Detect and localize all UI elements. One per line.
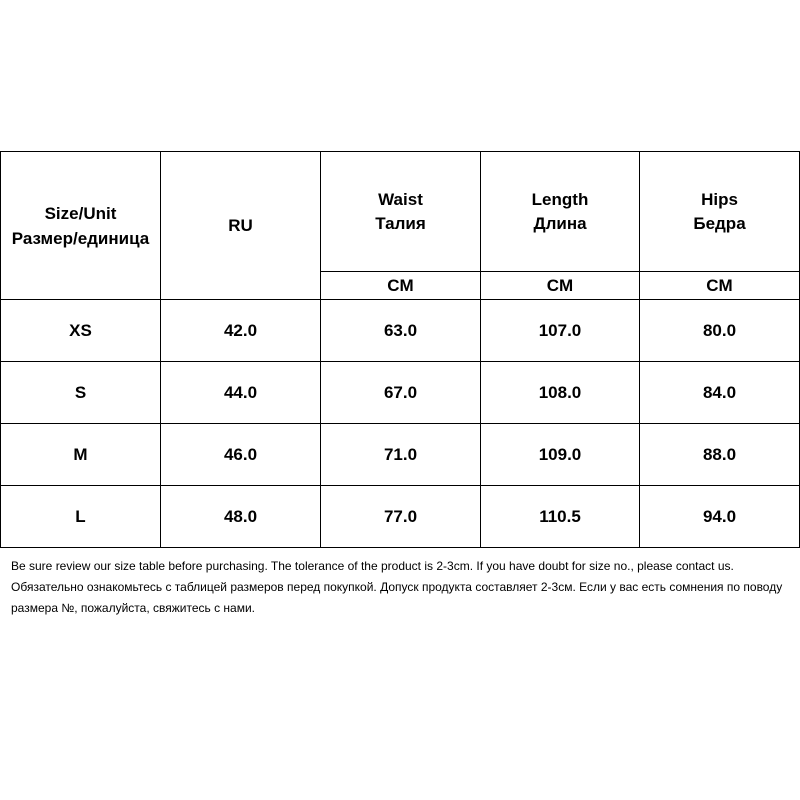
cell-hips: 94.0 xyxy=(640,486,800,548)
table-row xyxy=(1,300,800,362)
header-size-unit xyxy=(1,152,161,300)
cell-waist: 67.0 xyxy=(321,362,481,424)
header-length-en: Length xyxy=(531,189,589,209)
unit-waist: CM xyxy=(321,272,481,300)
header-ru: RU xyxy=(161,152,321,300)
unit-hips: CM xyxy=(640,272,800,300)
header-length xyxy=(481,152,640,272)
table-row xyxy=(1,424,800,486)
cell-hips: 84.0 xyxy=(640,362,800,424)
unit-length: CM xyxy=(481,272,640,300)
cell-length: 107.0 xyxy=(481,300,640,362)
header-hips xyxy=(640,152,800,272)
table-row xyxy=(1,362,800,424)
size-chart-table xyxy=(0,151,800,548)
cell-length: 109.0 xyxy=(481,424,640,486)
header-size-unit-ru: Размер/единица xyxy=(11,228,150,248)
cell-ru: 44.0 xyxy=(161,362,321,424)
cell-ru: 48.0 xyxy=(161,486,321,548)
header-hips-ru: Бедра xyxy=(693,213,746,233)
cell-length: 110.5 xyxy=(481,486,640,548)
cell-waist: 71.0 xyxy=(321,424,481,486)
note-english: Be sure review our size table before purchasing. The tolerance of the product is 2-3cm. If you have doubt for size no., please contact us. xyxy=(11,559,734,573)
header-size-unit-en: Size/Unit xyxy=(44,203,117,223)
table-row xyxy=(1,486,800,548)
cell-waist: 63.0 xyxy=(321,300,481,362)
size-disclaimer-note xyxy=(11,556,796,619)
cell-ru: 42.0 xyxy=(161,300,321,362)
header-waist xyxy=(321,152,481,272)
header-length-ru: Длина xyxy=(533,213,587,233)
note-russian: Обязательно ознакомьтесь с таблицей размеров перед покупкой. Допуск продукта составляет 2-3см. Если у вас есть сомнения по поводу размера №, пожалуйста, свяжитесь с нами. xyxy=(11,580,783,615)
cell-hips: 88.0 xyxy=(640,424,800,486)
cell-hips: 80.0 xyxy=(640,300,800,362)
header-waist-en: Waist xyxy=(378,189,423,209)
cell-length: 108.0 xyxy=(481,362,640,424)
cell-size: M xyxy=(1,424,161,486)
cell-size: XS xyxy=(1,300,161,362)
cell-ru: 46.0 xyxy=(161,424,321,486)
cell-size: S xyxy=(1,362,161,424)
cell-waist: 77.0 xyxy=(321,486,481,548)
header-waist-ru: Талия xyxy=(375,213,426,233)
header-hips-en: Hips xyxy=(701,189,738,209)
cell-size: L xyxy=(1,486,161,548)
header-row xyxy=(1,152,800,272)
